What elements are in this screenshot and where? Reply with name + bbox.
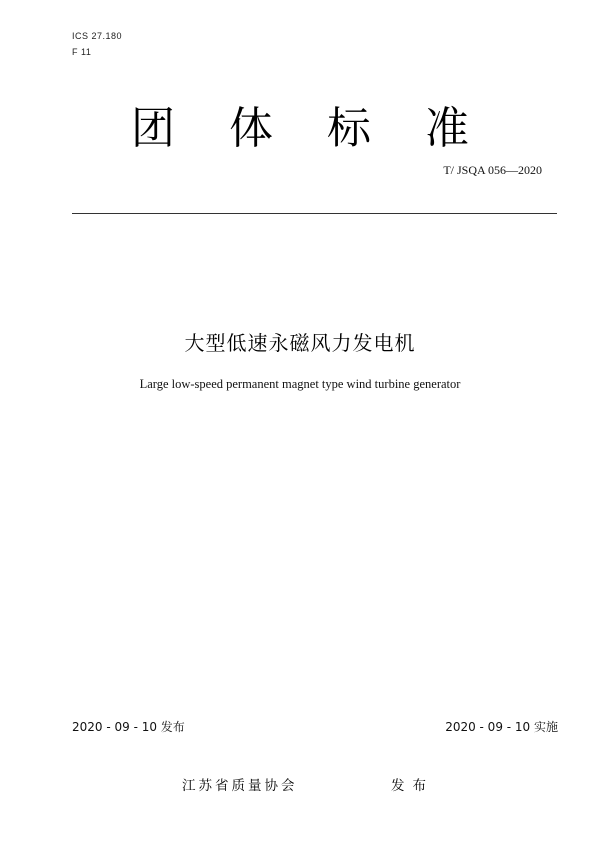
standard-number: T/ JSQA 056—2020 [443, 163, 542, 177]
issue-date: 2020 - 09 - 10 发布 [72, 720, 185, 734]
implementation-date: 2020 - 09 - 10 实施 [445, 720, 558, 734]
publisher-name: 江苏省质量协会 [182, 778, 298, 794]
title-chinese: 大型低速永磁风力发电机 [184, 331, 416, 355]
publish-label: 发布 [391, 778, 434, 794]
ccs-code: F 11 [72, 47, 92, 57]
ics-code: ICS 27.180 [72, 31, 123, 41]
document-type-heading: 团体标准 [131, 103, 523, 154]
header-divider [72, 213, 557, 214]
title-english: Large low-speed permanent magnet type wind turbine generator [139, 377, 461, 391]
